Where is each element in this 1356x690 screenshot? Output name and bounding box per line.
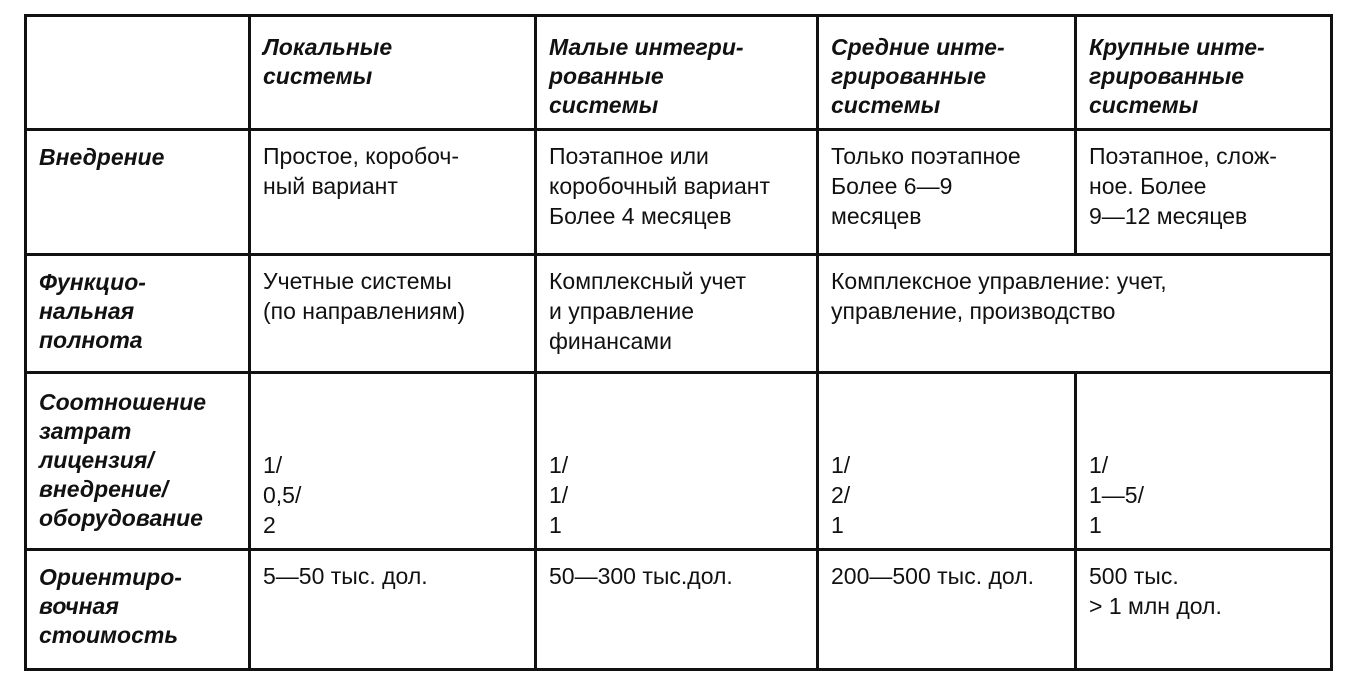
systems-comparison-table (24, 14, 1333, 671)
cell-cost-ratio-medium (818, 373, 1076, 550)
cell-cost-ratio-large-text: 1/ 1—5/ 1 (1089, 452, 1144, 538)
row-header-cost-ratio-text: Соотношение затрат лицензия/ внедрение/ оборудование (39, 389, 207, 531)
cell-cost-ratio-small-text: 1/ 1/ 1 (549, 452, 569, 538)
col-header-large-text: Крупные инте- грированные системы (1089, 34, 1265, 118)
cell-functionality-small (536, 255, 818, 373)
cell-implementation-large-text: Поэтапное, слож- ное. Более 9—12 месяцев (1089, 143, 1277, 229)
row-header-functionality-text: Функцио- нальная полнота (39, 269, 146, 353)
col-header-large (1076, 16, 1332, 130)
cell-implementation-medium (818, 130, 1076, 255)
col-header-local (250, 16, 536, 130)
cell-functionality-medium-large (818, 255, 1332, 373)
cell-implementation-local-text: Простое, коробоч- ный вариант (263, 143, 460, 199)
col-header-small (536, 16, 818, 130)
cell-cost-ratio-local-text: 1/ 0,5/ 2 (263, 452, 302, 538)
row-header-price (26, 550, 250, 670)
cell-implementation-small-text: Поэтапное или коробочный вариант Более 4 месяцев (549, 143, 771, 229)
col-header-small-text: Малые интегри- рованные системы (549, 34, 744, 118)
row-header-implementation-text: Внедрение (39, 144, 165, 170)
row-header-implementation (26, 130, 250, 255)
row-header-price-text: Ориентиро- вочная стоимость (39, 564, 182, 648)
row-header-cost-ratio (26, 373, 250, 550)
cell-price-medium-text: 200—500 тыс. дол. (831, 563, 1035, 589)
cell-functionality-small-text: Комплексный учет и управление финансами (549, 268, 747, 354)
cell-price-local-text: 5—50 тыс. дол. (263, 563, 428, 589)
col-header-medium (818, 16, 1076, 130)
col-header-local-text: Локальные системы (263, 34, 393, 89)
cell-price-small-text: 50—300 тыс.дол. (549, 563, 733, 589)
cell-functionality-medium-large-text: Комплексное управление: учет, управление, производство (831, 268, 1167, 324)
cell-functionality-local (250, 255, 536, 373)
cell-cost-ratio-large (1076, 373, 1332, 550)
empty-corner-cell (26, 16, 250, 130)
cell-cost-ratio-medium-text: 1/ 2/ 1 (831, 452, 851, 538)
cell-implementation-medium-text: Только поэтапное Более 6—9 месяцев (831, 143, 1021, 229)
cell-price-local (250, 550, 536, 670)
header-row (26, 16, 1332, 130)
cell-price-large-text: 500 тыс. > 1 млн дол. (1089, 563, 1222, 619)
comparison-table-wrapper (24, 14, 1330, 668)
cell-implementation-local (250, 130, 536, 255)
cell-implementation-large (1076, 130, 1332, 255)
cell-implementation-small (536, 130, 818, 255)
row-implementation (26, 130, 1332, 255)
row-header-functionality (26, 255, 250, 373)
cell-functionality-local-text: Учетные системы (по направлениям) (263, 268, 466, 324)
cell-price-medium (818, 550, 1076, 670)
cell-price-small (536, 550, 818, 670)
cell-price-large (1076, 550, 1332, 670)
row-cost-ratio (26, 373, 1332, 550)
row-price (26, 550, 1332, 670)
row-functionality (26, 255, 1332, 373)
cell-cost-ratio-local (250, 373, 536, 550)
cell-cost-ratio-small (536, 373, 818, 550)
col-header-medium-text: Средние инте- грированные системы (831, 34, 1005, 118)
